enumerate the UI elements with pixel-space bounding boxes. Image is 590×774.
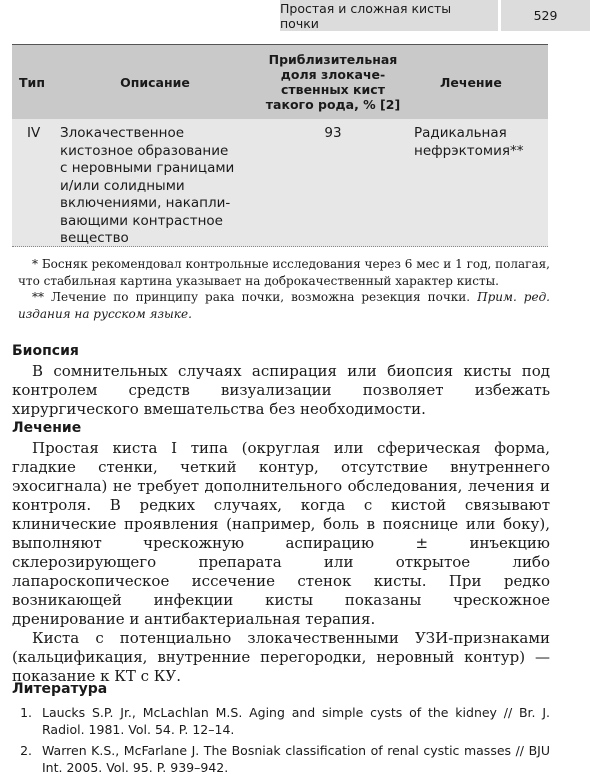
page-number: 529 [498, 0, 590, 31]
cell-description: Злокачественное кистозное образование с неровными границами и/или солидными включениями, накапли- вающими контрастное вещество [60, 125, 235, 246]
section-body-treatment [12, 439, 550, 686]
paragraph: Киста с потенциально злокачественными УЗИ-признаками (кальцификация, внутренние перегородки, неровный контур) — показание к КТ с КУ. [12, 629, 550, 685]
table-row [12, 119, 548, 247]
footnote-1: * Босняк рекомендовал контрольные исследования через 6 мес и 1 год, полагая, что стабильная картина указывает на доброкачественный характер кисты. [18, 257, 550, 288]
section-title-literature: Литература [12, 681, 108, 697]
reference-item: 2. Warren K.S., McFarlane J. The Bosniak classification of renal cystic masses // BJU Int. 2005. Vol. 95. P. 939–942. [20, 743, 550, 774]
table-footnotes [18, 256, 550, 322]
bosniak-table [12, 44, 548, 247]
reference-item: 1. Laucks S.P. Jr., McLachlan M.S. Aging and simple cysts of the kidney // Br. J. Radiol. 1981. Vol. 54. P. 12–14. [20, 705, 550, 737]
section-title-treatment: Лечение [12, 420, 82, 436]
reference-list [12, 704, 550, 774]
col-header-malignancy-share: Приблизительная доля злокаче- ственных кист такого рода, % [2] [265, 52, 401, 112]
section-title-biopsy: Биопсия [12, 343, 79, 359]
table-header-row [12, 44, 548, 119]
section-body-biopsy [12, 362, 550, 419]
cell-malignancy-share: 93 [324, 125, 342, 141]
running-header [280, 0, 590, 31]
cell-type: IV [27, 125, 41, 141]
col-header-description: Описание [120, 74, 190, 90]
col-header-treatment: Лечение [440, 74, 502, 90]
cell-treatment: Радикальная нефрэктомия** [414, 125, 524, 159]
footnote-2: ** Лечение по принципу рака почки, возможна резекция почки. Прим. ред. издания на русском языке. [18, 290, 550, 321]
paragraph: В сомнительных случаях аспирация или биопсия кисты под контролем средств визуализации позволяет избежать хирургического вмешательства без необходимости. [12, 362, 550, 418]
col-header-type: Тип [19, 74, 45, 90]
paragraph: Простая киста I типа (округлая или сферическая форма, гладкие стенки, четкий контур, отсутствие внутреннего эхосигнала) не требует дополнительного обследования, лечения и контроля. В редких случаях, когда с кистой связывают клинические проявления (например, боль в пояснице или боку), выполняют чрескожную аспирацию ± инъекцию склерозирующего препарата или открытое либо лапароскопическое иссечение стенок кисты. При редко возникающей инфекции кисты показаны чрескожное дренирование и антибактериальная терапия. [12, 439, 550, 628]
running-title: Простая и сложная кисты почки [280, 0, 498, 31]
